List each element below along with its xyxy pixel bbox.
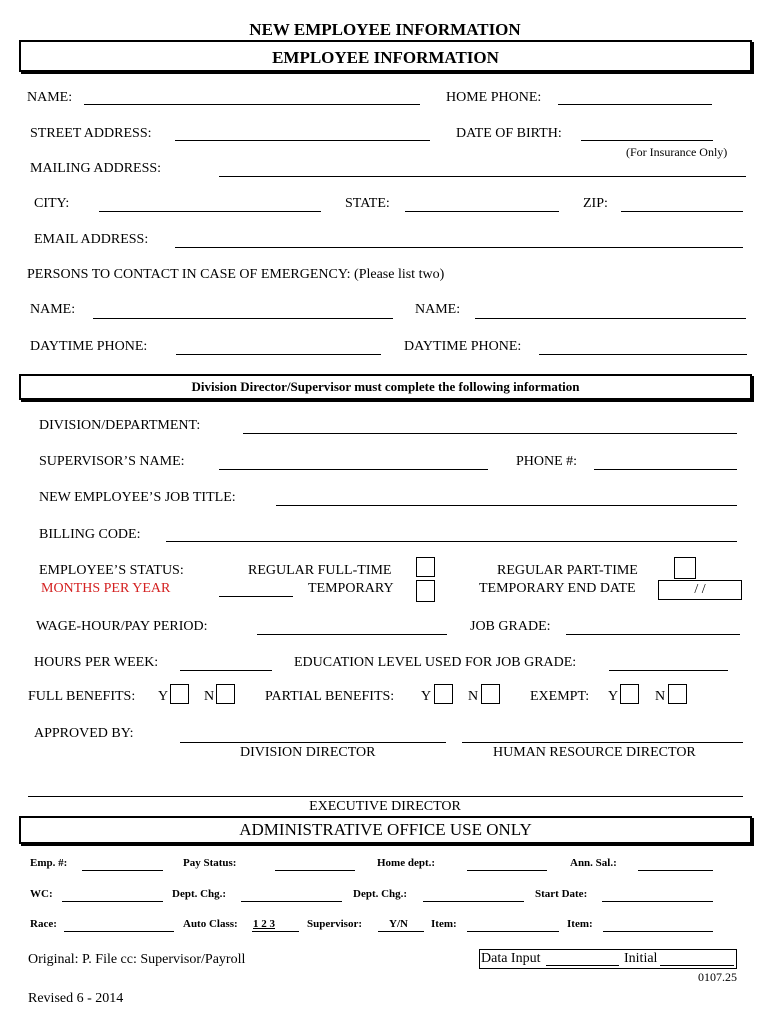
approved-by-label: APPROVED BY: <box>34 726 134 741</box>
date-separators: / / <box>694 582 706 597</box>
regular-part-time-checkbox[interactable] <box>674 557 696 579</box>
exempt-yes-checkbox[interactable] <box>620 684 639 704</box>
executive-director-signature-line[interactable] <box>28 796 743 797</box>
job-title-field[interactable] <box>276 505 737 506</box>
billing-code-label: BILLING CODE: <box>39 527 141 542</box>
data-input-label: Data Input <box>481 951 541 966</box>
emergency-name1-field[interactable] <box>93 318 393 319</box>
name-label: NAME: <box>27 90 73 105</box>
insurance-note: (For Insurance Only) <box>626 145 728 159</box>
pay-status-field[interactable] <box>275 870 355 871</box>
status-label: EMPLOYEE’S STATUS: <box>39 563 184 578</box>
division-director-label: DIVISION DIRECTOR <box>240 745 376 760</box>
phone-label: PHONE #: <box>516 454 578 469</box>
section-header-supervisor <box>19 374 752 400</box>
emp-no-field[interactable] <box>82 870 163 871</box>
revision-date: Revised 6 - 2014 <box>28 991 124 1006</box>
start-date-label: Start Date: <box>535 888 588 900</box>
partial-benefits-no-checkbox[interactable] <box>481 684 500 704</box>
item2-field[interactable] <box>603 931 713 932</box>
exempt-yes-label: Y <box>608 689 619 704</box>
dept-chg1-field[interactable] <box>241 901 342 902</box>
supervisor-value[interactable]: Y/N <box>389 918 408 930</box>
division-label: DIVISION/DEPARTMENT: <box>39 418 201 433</box>
months-per-year-label: MONTHS PER YEAR <box>41 581 171 596</box>
billing-code-field[interactable] <box>166 541 737 542</box>
full-benefits-label: FULL BENEFITS: <box>28 689 136 704</box>
months-per-year-field[interactable] <box>219 596 293 597</box>
name-field[interactable] <box>84 104 420 105</box>
wage-hour-field[interactable] <box>257 634 447 635</box>
hr-director-label: HUMAN RESOURCE DIRECTOR <box>493 745 696 760</box>
race-label: Race: <box>30 918 57 930</box>
hr-director-signature-line[interactable] <box>462 742 743 743</box>
partial-benefits-label: PARTIAL BENEFITS: <box>265 689 395 704</box>
wc-field[interactable] <box>62 901 163 902</box>
executive-director-label: EXECUTIVE DIRECTOR <box>309 799 461 814</box>
emergency-phone2-label: DAYTIME PHONE: <box>404 339 522 354</box>
exempt-no-label: N <box>655 689 666 704</box>
street-address-label: STREET ADDRESS: <box>30 126 152 141</box>
full-benefits-yes-checkbox[interactable] <box>170 684 189 704</box>
temporary-checkbox[interactable] <box>416 580 435 602</box>
phone-field[interactable] <box>594 469 737 470</box>
temporary-end-date-label: TEMPORARY END DATE <box>479 581 636 596</box>
section-header-label: EMPLOYEE INFORMATION <box>272 48 499 67</box>
emp-no-label: Emp. #: <box>30 857 68 869</box>
pay-status-label: Pay Status: <box>183 857 237 869</box>
form-code: 0107.25 <box>698 970 737 984</box>
supervisor-underline <box>378 931 424 932</box>
education-level-field[interactable] <box>609 670 728 671</box>
emergency-name1-label: NAME: <box>30 302 76 317</box>
date-of-birth-label: DATE OF BIRTH: <box>456 126 562 141</box>
supervisor-label: Supervisor: <box>307 918 362 930</box>
data-input-field[interactable] <box>546 965 619 966</box>
emergency-name2-label: NAME: <box>415 302 461 317</box>
auto-class-value[interactable]: 1 2 3 <box>253 918 275 930</box>
full-benefits-no-checkbox[interactable] <box>216 684 235 704</box>
dept-chg1-label: Dept. Chg.: <box>172 888 227 900</box>
initial-field[interactable] <box>660 965 734 966</box>
dept-chg2-field[interactable] <box>423 901 524 902</box>
emergency-phone1-label: DAYTIME PHONE: <box>30 339 148 354</box>
home-dept-field[interactable] <box>467 870 547 871</box>
race-field[interactable] <box>64 931 174 932</box>
auto-class-label: Auto Class: <box>183 918 238 930</box>
page-title: NEW EMPLOYEE INFORMATION <box>249 20 521 39</box>
emergency-heading: PERSONS TO CONTACT IN CASE OF EMERGENCY: (Please list two) <box>27 267 445 282</box>
start-date-field[interactable] <box>602 901 713 902</box>
emergency-phone1-field[interactable] <box>176 354 381 355</box>
full-benefits-no-label: N <box>204 689 215 704</box>
city-field[interactable] <box>99 211 321 212</box>
email-label: EMAIL ADDRESS: <box>34 232 149 247</box>
mailing-address-field[interactable] <box>219 176 746 177</box>
auto-class-underline <box>252 931 299 932</box>
home-dept-label: Home dept.: <box>377 857 436 869</box>
item1-field[interactable] <box>467 931 559 932</box>
zip-field[interactable] <box>621 211 743 212</box>
partial-benefits-yes-checkbox[interactable] <box>434 684 453 704</box>
education-level-label: EDUCATION LEVEL USED FOR JOB GRADE: <box>294 655 577 670</box>
regular-full-time-checkbox[interactable] <box>416 557 435 577</box>
dept-chg2-label: Dept. Chg.: <box>353 888 408 900</box>
street-address-field[interactable] <box>175 140 430 141</box>
data-input-box <box>479 949 737 969</box>
regular-full-time-label: REGULAR FULL-TIME <box>248 563 392 578</box>
initial-label: Initial <box>624 951 658 966</box>
wc-label: WC: <box>30 888 53 900</box>
zip-label: ZIP: <box>583 196 608 211</box>
emergency-name2-field[interactable] <box>475 318 746 319</box>
job-grade-label: JOB GRADE: <box>470 619 551 634</box>
temporary-end-date-field[interactable] <box>658 580 742 600</box>
partial-benefits-no-label: N <box>468 689 479 704</box>
item1-label: Item: <box>431 918 457 930</box>
ann-sal-label: Ann. Sal.: <box>570 857 617 869</box>
email-field[interactable] <box>175 247 743 248</box>
section-header-label: ADMINISTRATIVE OFFICE USE ONLY <box>239 820 532 839</box>
full-benefits-yes-label: Y <box>158 689 169 704</box>
wage-hour-label: WAGE-HOUR/PAY PERIOD: <box>36 619 208 634</box>
city-label: CITY: <box>34 196 70 211</box>
home-phone-label: HOME PHONE: <box>446 90 542 105</box>
division-field[interactable] <box>243 433 737 434</box>
emergency-phone2-field[interactable] <box>539 354 747 355</box>
regular-part-time-label: REGULAR PART-TIME <box>497 563 638 578</box>
temporary-label: TEMPORARY <box>308 581 394 596</box>
exempt-no-checkbox[interactable] <box>668 684 687 704</box>
hours-per-week-label: HOURS PER WEEK: <box>34 655 159 670</box>
state-label: STATE: <box>345 196 390 211</box>
home-phone-field[interactable] <box>558 104 712 105</box>
section-header-admin <box>19 816 752 844</box>
hours-per-week-field[interactable] <box>180 670 272 671</box>
ann-sal-field[interactable] <box>638 870 713 871</box>
partial-benefits-yes-label: Y <box>421 689 432 704</box>
job-grade-field[interactable] <box>566 634 740 635</box>
date-of-birth-field[interactable] <box>581 140 713 141</box>
state-field[interactable] <box>405 211 559 212</box>
supervisor-name-label: SUPERVISOR’S NAME: <box>39 454 185 469</box>
section-header-label: Division Director/Supervisor must complete the following information <box>191 379 580 394</box>
section-header-employee-info <box>19 40 752 72</box>
supervisor-name-field[interactable] <box>219 469 488 470</box>
mailing-address-label: MAILING ADDRESS: <box>30 161 162 176</box>
division-director-signature-line[interactable] <box>180 742 446 743</box>
exempt-label: EXEMPT: <box>530 689 590 704</box>
item2-label: Item: <box>567 918 593 930</box>
job-title-label: NEW EMPLOYEE’S JOB TITLE: <box>39 490 236 505</box>
distribution-note: Original: P. File cc: Supervisor/Payroll <box>28 952 246 967</box>
